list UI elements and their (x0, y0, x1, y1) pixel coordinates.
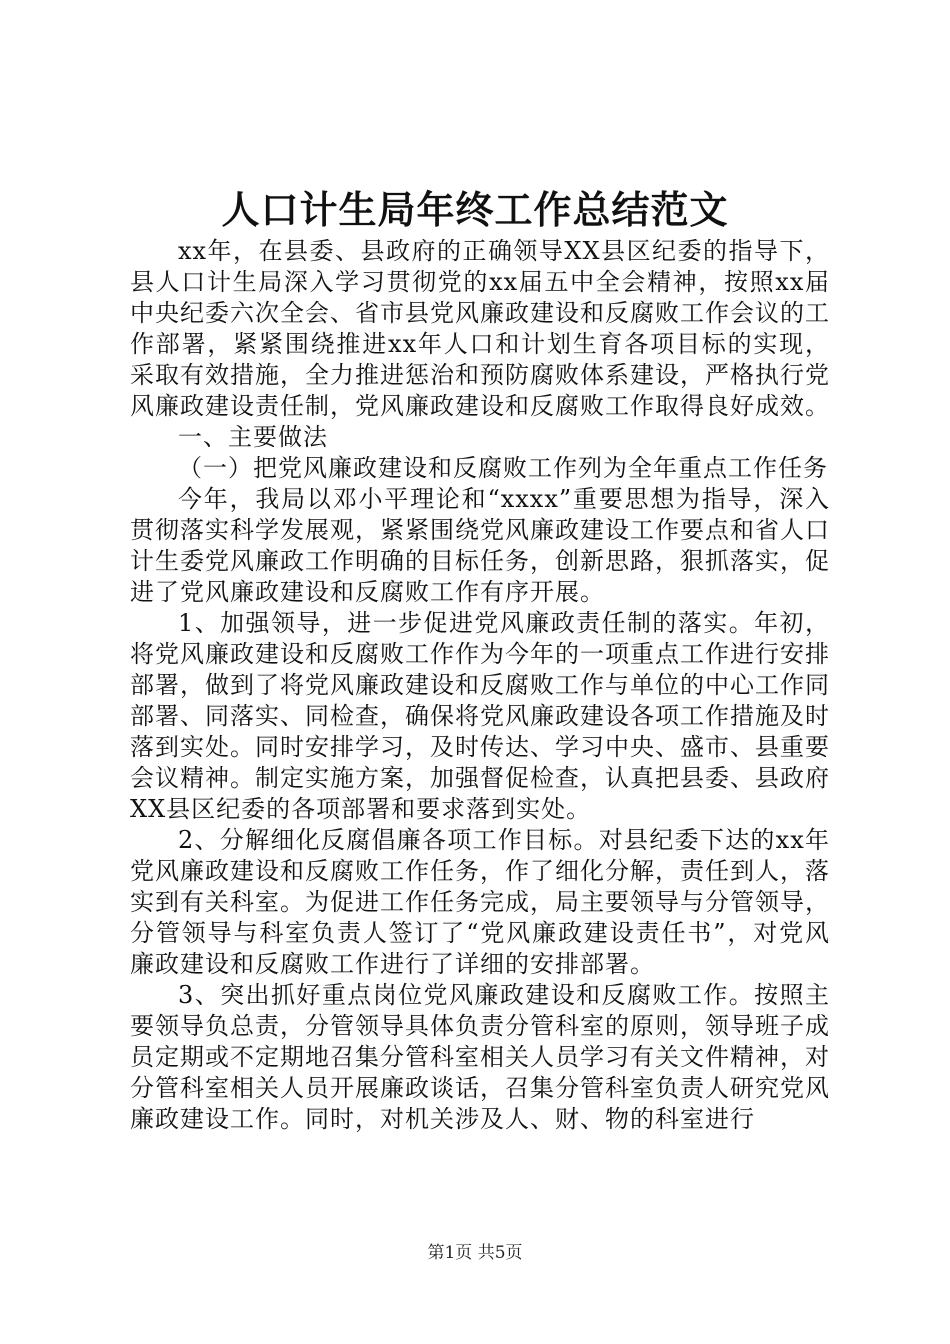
paragraph-item-1: 1、加强领导，进一步促进党风廉政责任制的落实。年初，将党风廉政建设和反腐败工作作为今年的一项重点工作进行安排部署，做到了将党风廉政建设和反腐败工作与单位的中心工作同部署、同落实、同检查，确保将党风廉政建设各项工作措施及时落到实处。同时安排学习，及时传达、学习中央、盛市、县重要会议精神。制定实施方案，加强督促检查，认真把县委、县政府XX县区纪委的各项部署和要求落到实处。 (130, 609, 830, 823)
page-footer-indicator: 第1页 共5页 (427, 1243, 523, 1263)
document-body (130, 236, 830, 1135)
paragraph-intro: xx年，在县委、县政府的正确领导XX县区纪委的指导下，县人口计生局深入学习贯彻党的xx届五中全会精神，按照xx届中央纪委六次全会、省市县党风廉政建设和反腐败工作会议的工作部署，紧紧围绕推进xx年人口和计划生育各项目标的实现，采取有效措施，全力推进惩治和预防腐败体系建设，严格执行党风廉政建设责任制，党风廉政建设和反腐败工作取得良好成效。 (130, 237, 830, 420)
document-title: 人口计生局年终工作总结范文 (221, 187, 729, 232)
paragraph-item-2: 2、分解细化反腐倡廉各项工作目标。对县纪委下达的xx年党风廉政建设和反腐败工作任务，作了细化分解，责任到人，落实到有关科室。为促进工作任务完成，局主要领导与分管领导，分管领导与科室负责人签订了“党风廉政建设责任书”，对党风廉政建设和反腐败工作进行了详细的安排部署。 (130, 826, 830, 978)
paragraph-this-year: 今年，我局以邓小平理论和“xxxx”重要思想为指导，深入贯彻落实科学发展观，紧紧围绕党风廉政建设工作要点和省人口计生委党风廉政工作明确的目标任务，创新思路，狠抓落实，促进了党风廉政建设和反腐败工作有序开展。 (130, 485, 830, 606)
section-heading-main-practices: 一、主要做法 (178, 423, 328, 451)
subsection-heading-1: （一）把党风廉政建设和反腐败工作列为全年重点工作任务 (178, 454, 828, 482)
paragraph-item-3: 3、突出抓好重点岗位党风廉政建设和反腐败工作。按照主要领导负总责，分管领导具体负责分管科室的原则，领导班子成员定期或不定期地召集分管科室相关人员学习有关文件精神，对分管科室相关人员开展廉政谈话，召集分管科室负责人研究党风廉政建设工作。同时，对机关涉及人、财、物的科室进行 (130, 981, 830, 1133)
